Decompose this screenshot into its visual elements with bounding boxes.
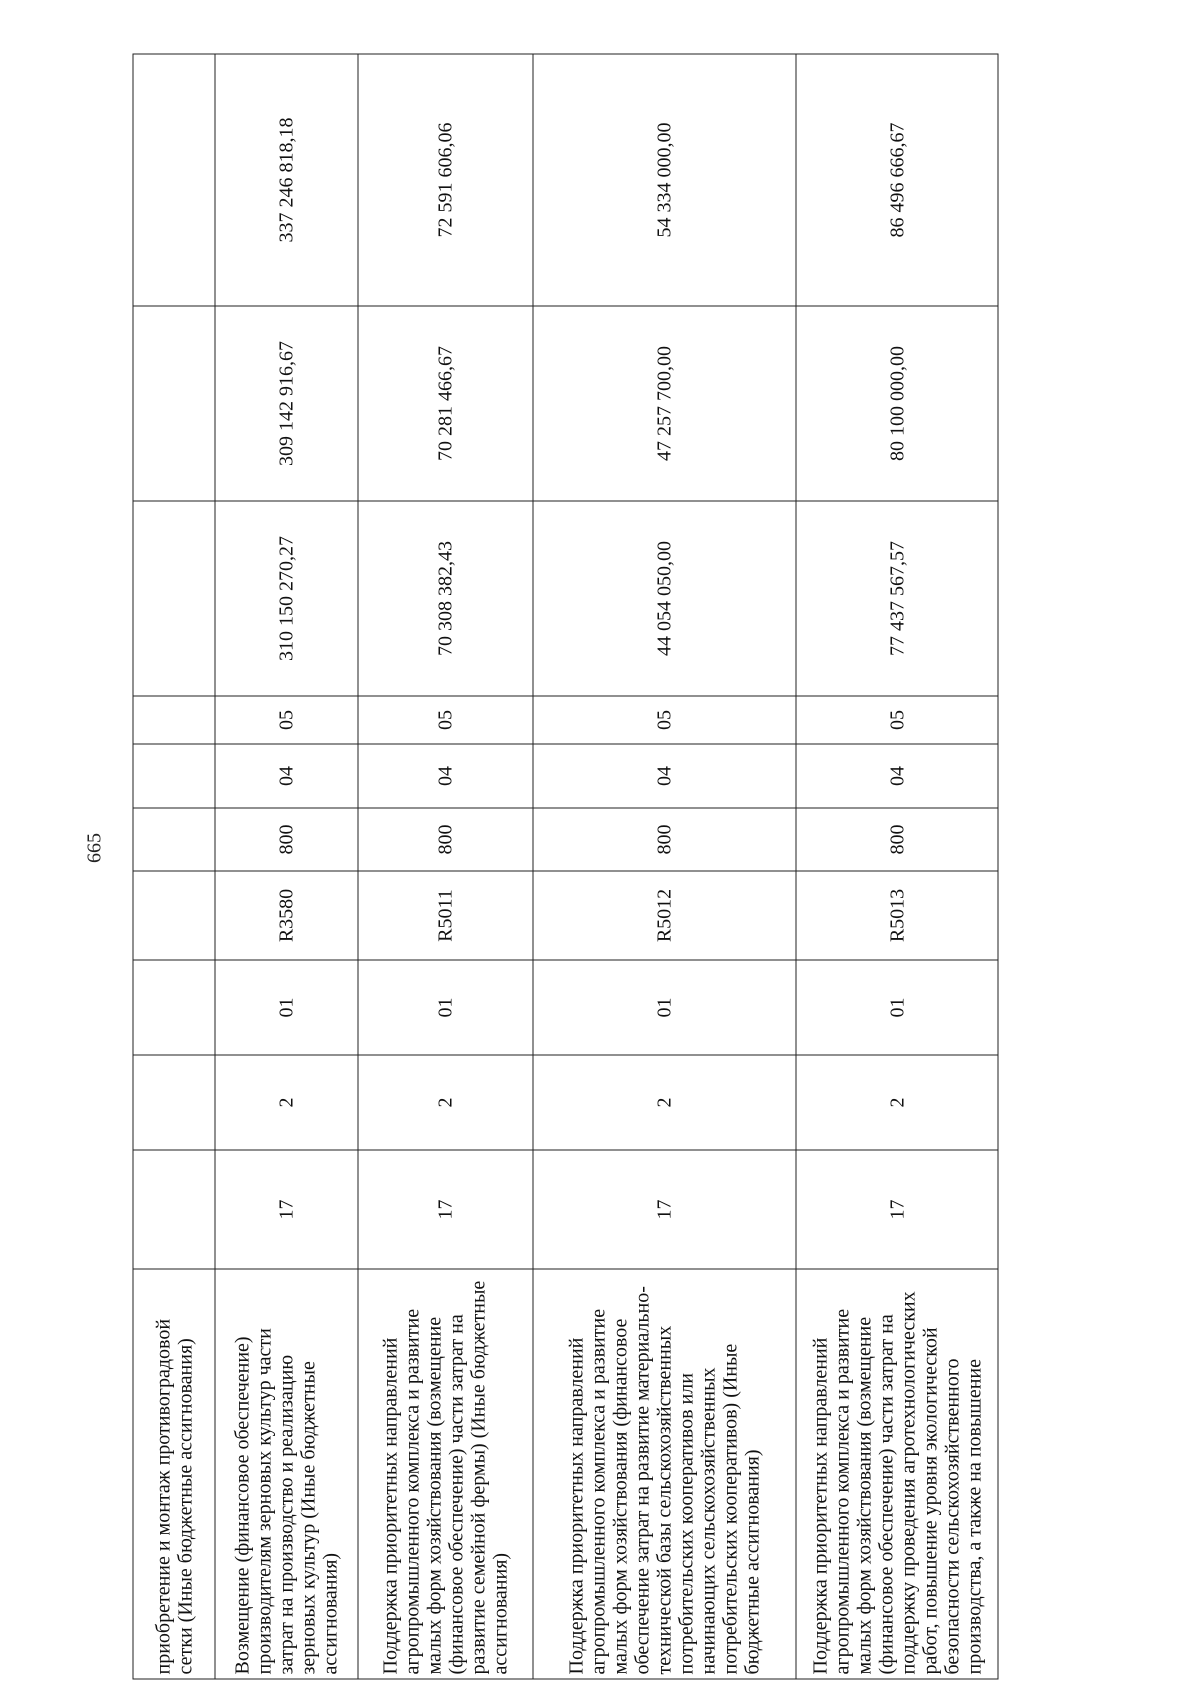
amount-year2: 70 281 466,67: [358, 306, 533, 501]
code-cell: [133, 696, 215, 744]
row-description: приобретение и монтаж противоградовой сетки (Иные бюджетные ассигнования): [133, 1269, 215, 1679]
code-cell: R3580: [215, 871, 358, 960]
code-cell: 800: [533, 808, 796, 871]
code-cell: [133, 1150, 215, 1269]
code-cell: 05: [215, 696, 358, 744]
code-cell: R5011: [358, 871, 533, 960]
amount-year2: 47 257 700,00: [533, 306, 796, 501]
code-cell: 800: [358, 808, 533, 871]
amount-year2: 309 142 916,67: [215, 306, 358, 501]
code-cell: R5012: [533, 871, 796, 960]
code-cell: 17: [533, 1150, 796, 1269]
code-cell: [133, 808, 215, 871]
code-cell: 17: [358, 1150, 533, 1269]
code-cell: 01: [358, 960, 533, 1055]
code-cell: 01: [796, 960, 998, 1055]
page-number: 665: [83, 833, 106, 863]
table-row: [215, 54, 358, 1679]
code-cell: 01: [215, 960, 358, 1055]
code-cell: 05: [533, 696, 796, 744]
code-cell: 800: [796, 808, 998, 871]
amount-year2: 80 100 000,00: [796, 306, 998, 501]
amount-year3: 72 591 606,06: [358, 54, 533, 306]
code-cell: R5013: [796, 871, 998, 960]
code-cell: 2: [796, 1055, 998, 1150]
table-row: [796, 54, 998, 1679]
code-cell: 17: [215, 1150, 358, 1269]
amount-year1: 310 150 270,27: [215, 501, 358, 696]
code-cell: 05: [358, 696, 533, 744]
amount-year3: [133, 54, 215, 306]
amount-year3: 337 246 818,18: [215, 54, 358, 306]
code-cell: [133, 871, 215, 960]
amount-year1: 44 054 050,00: [533, 501, 796, 696]
table-row: [133, 54, 215, 1679]
code-cell: [133, 960, 215, 1055]
code-cell: 17: [796, 1150, 998, 1269]
code-cell: [133, 744, 215, 808]
code-cell: 2: [358, 1055, 533, 1150]
amount-year2: [133, 306, 215, 501]
amount-year1: [133, 501, 215, 696]
table-row: [358, 54, 533, 1679]
amount-year1: 70 308 382,43: [358, 501, 533, 696]
code-cell: 2: [215, 1055, 358, 1150]
code-cell: 01: [533, 960, 796, 1055]
code-cell: 04: [796, 744, 998, 808]
code-cell: 2: [533, 1055, 796, 1150]
row-description: Поддержка приоритетных направлений агропромышленного комплекса и развитие малых форм хозяйствования (возмещение (финансовое обеспечение) части затрат на развитие семейной фермы) (Иные бюджетные ассигнования): [358, 1269, 533, 1679]
code-cell: 05: [796, 696, 998, 744]
code-cell: 800: [215, 808, 358, 871]
table-row: [533, 54, 796, 1679]
rotated-table-container: [133, 55, 998, 1680]
row-description: Возмещение (финансовое обеспечение) производителям зерновых культур части затрат на производство и реализацию зерновых культур (Иные бюджетные ассигнования): [215, 1269, 358, 1679]
amount-year3: 86 496 666,67: [796, 54, 998, 306]
amount-year3: 54 334 000,00: [533, 54, 796, 306]
code-cell: 04: [533, 744, 796, 808]
code-cell: 04: [358, 744, 533, 808]
row-description: Поддержка приоритетных направлений агропромышленного комплекса и развитие малых форм хозяйствования (возмещение (финансовое обеспечение) части затрат на поддержку проведения агротехнологических работ, повышение уровня экологической безопасности сельскохозяйственного производства, а также на повышение: [796, 1269, 998, 1679]
amount-year1: 77 437 567,57: [796, 501, 998, 696]
code-cell: [133, 1055, 215, 1150]
row-description: Поддержка приоритетных направлений агропромышленного комплекса и развитие малых форм хозяйствования (финансовое обеспечение затрат на развитие материально-технической базы сельскохозяйственных потребительских кооперативов или начинающих сельскохозяйственных потребительских кооперативов) (Иные бюджетные ассигнования): [533, 1269, 796, 1679]
budget-table: [133, 54, 999, 1680]
code-cell: 04: [215, 744, 358, 808]
